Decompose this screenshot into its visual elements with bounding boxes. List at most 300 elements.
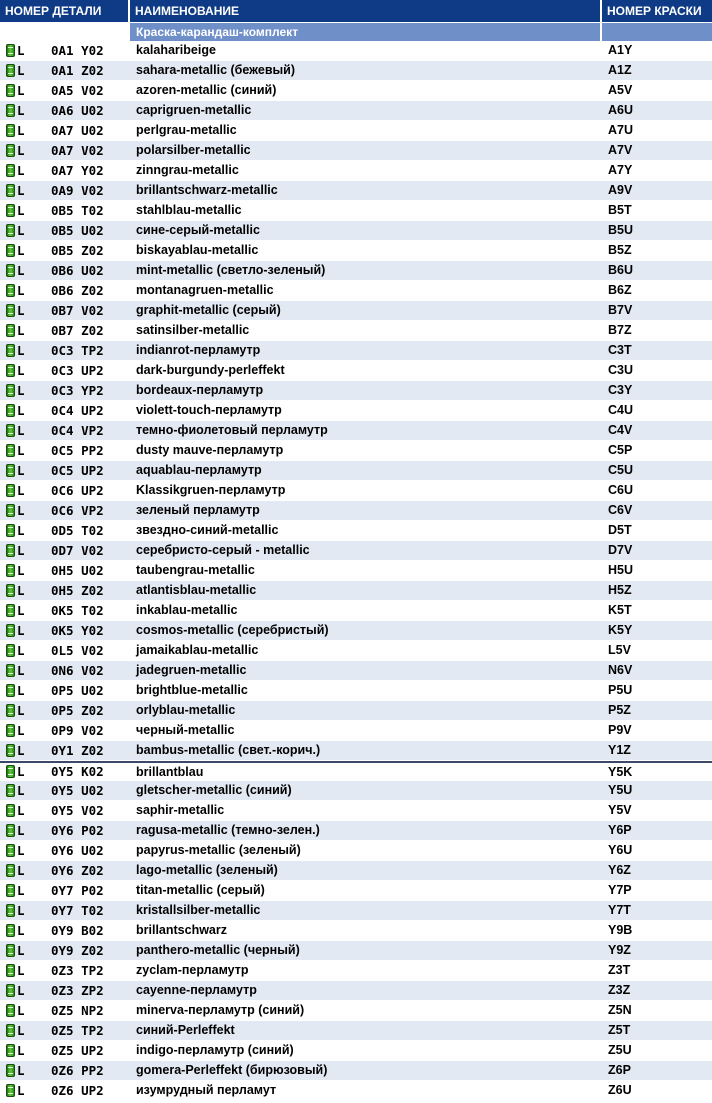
table-row[interactable] bbox=[0, 621, 712, 641]
paint-can-icon[interactable] bbox=[6, 1024, 15, 1037]
paint-can-icon[interactable] bbox=[6, 804, 15, 817]
paint-name: lago-metallic (зеленый) bbox=[136, 863, 278, 877]
paint-can-icon[interactable] bbox=[6, 884, 15, 897]
table-row[interactable] bbox=[0, 181, 712, 201]
part-number-cell bbox=[0, 1041, 128, 1060]
part-number: 0Y6 Z02 bbox=[51, 863, 104, 878]
paint-code: B6U bbox=[608, 263, 634, 277]
part-number: 0Y6 P02 bbox=[51, 823, 104, 838]
paint-code: B5T bbox=[608, 203, 632, 217]
part-number-cell bbox=[0, 81, 128, 100]
table-row[interactable] bbox=[0, 1061, 712, 1081]
part-prefix: L bbox=[17, 43, 25, 58]
part-prefix: L bbox=[17, 103, 25, 118]
part-number: 0Y9 B02 bbox=[51, 923, 104, 938]
part-number-cell bbox=[0, 41, 128, 60]
paint-can-icon[interactable] bbox=[6, 704, 15, 717]
group-spacer bbox=[0, 23, 128, 41]
part-prefix: L bbox=[17, 423, 25, 438]
part-number: 0B5 Z02 bbox=[51, 243, 104, 258]
table-row[interactable] bbox=[0, 201, 712, 221]
paint-can-icon[interactable] bbox=[6, 224, 15, 237]
paint-can-icon[interactable] bbox=[6, 1064, 15, 1077]
part-number: 0H5 U02 bbox=[51, 563, 104, 578]
header-name[interactable]: НАИМЕНОВАНИЕ bbox=[128, 0, 600, 22]
part-number: 0K5 Y02 bbox=[51, 623, 104, 638]
part-number-cell bbox=[0, 821, 128, 840]
part-number-cell bbox=[0, 181, 128, 200]
paint-code: H5U bbox=[608, 563, 634, 577]
table-row[interactable] bbox=[0, 341, 712, 361]
paint-name: bordeaux-перламутр bbox=[136, 383, 264, 397]
paint-name: gomera-Perleffekt (бирюзовый) bbox=[136, 1063, 328, 1077]
paint-can-icon[interactable] bbox=[6, 264, 15, 277]
part-number: 0Y5 V02 bbox=[51, 803, 104, 818]
paint-name: kristallsilber-metallic bbox=[136, 903, 261, 917]
part-number: 0Z3 ZP2 bbox=[51, 983, 104, 998]
part-number-cell bbox=[0, 701, 128, 720]
part-number: 0B6 Z02 bbox=[51, 283, 104, 298]
paint-can-icon[interactable] bbox=[6, 144, 15, 157]
paint-code: D7V bbox=[608, 543, 633, 557]
paint-can-icon[interactable] bbox=[6, 1004, 15, 1017]
group-row bbox=[0, 23, 712, 41]
paint-code: Y9Z bbox=[608, 943, 631, 957]
table-row[interactable] bbox=[0, 801, 712, 821]
part-prefix: L bbox=[17, 1083, 25, 1098]
part-prefix: L bbox=[17, 764, 25, 779]
table-row[interactable] bbox=[0, 221, 712, 241]
part-prefix: L bbox=[17, 843, 25, 858]
paint-name: atlantisblau-metallic bbox=[136, 583, 257, 597]
paint-code: A9V bbox=[608, 183, 633, 197]
paint-name: mint-metallic (светло-зеленый) bbox=[136, 263, 326, 277]
part-number: 0N6 V02 bbox=[51, 663, 104, 678]
paint-can-icon[interactable] bbox=[6, 1084, 15, 1097]
table-row[interactable] bbox=[0, 941, 712, 961]
part-number-cell bbox=[0, 941, 128, 960]
paint-code: Z6P bbox=[608, 1063, 631, 1077]
part-prefix: L bbox=[17, 223, 25, 238]
part-number: 0C5 PP2 bbox=[51, 443, 104, 458]
table-row[interactable] bbox=[0, 641, 712, 661]
paint-can-icon[interactable] bbox=[6, 304, 15, 317]
part-number-cell bbox=[0, 921, 128, 940]
paint-code: P9V bbox=[608, 723, 632, 737]
part-number-cell bbox=[0, 121, 128, 140]
table-row[interactable] bbox=[0, 501, 712, 521]
part-number-cell bbox=[0, 141, 128, 160]
paint-name: caprigruen-metallic bbox=[136, 103, 252, 117]
paint-can-icon[interactable] bbox=[6, 784, 15, 797]
paint-name: perlgrau-metallic bbox=[136, 123, 237, 137]
paint-can-icon[interactable] bbox=[6, 364, 15, 377]
paint-code: A7V bbox=[608, 143, 633, 157]
paint-name: brightblue-metallic bbox=[136, 683, 248, 697]
paint-name: изумрудный перламут bbox=[136, 1083, 277, 1097]
part-number: 0Y9 Z02 bbox=[51, 943, 104, 958]
part-prefix: L bbox=[17, 983, 25, 998]
table-row[interactable] bbox=[0, 401, 712, 421]
paint-code: K5Y bbox=[608, 623, 633, 637]
part-number-cell bbox=[0, 581, 128, 600]
part-number: 0C3 TP2 bbox=[51, 343, 104, 358]
paint-can-icon[interactable] bbox=[6, 944, 15, 957]
paint-can-icon[interactable] bbox=[6, 44, 15, 57]
paint-can-icon[interactable] bbox=[6, 384, 15, 397]
part-number: 0P5 U02 bbox=[51, 683, 104, 698]
part-number: 0A7 V02 bbox=[51, 143, 104, 158]
paint-can-icon[interactable] bbox=[6, 344, 15, 357]
table-row[interactable] bbox=[0, 601, 712, 621]
paint-can-icon[interactable] bbox=[6, 504, 15, 517]
table-row[interactable] bbox=[0, 161, 712, 181]
paint-can-icon[interactable] bbox=[6, 124, 15, 137]
paint-name: minerva-перламутр (синий) bbox=[136, 1003, 305, 1017]
paint-can-icon[interactable] bbox=[6, 104, 15, 117]
part-number-cell bbox=[0, 281, 128, 300]
paint-name: zinngrau-metallic bbox=[136, 163, 239, 177]
paint-code: A6U bbox=[608, 103, 634, 117]
paint-code: A1Z bbox=[608, 63, 632, 77]
part-prefix: L bbox=[17, 83, 25, 98]
table-row[interactable] bbox=[0, 781, 712, 801]
part-number: 0C5 UP2 bbox=[51, 463, 104, 478]
part-prefix: L bbox=[17, 63, 25, 78]
table-row[interactable] bbox=[0, 821, 712, 841]
paint-name: polarsilber-metallic bbox=[136, 143, 251, 157]
table-row[interactable] bbox=[0, 981, 712, 1001]
part-prefix: L bbox=[17, 643, 25, 658]
paint-code: C5P bbox=[608, 443, 633, 457]
table-row[interactable] bbox=[0, 521, 712, 541]
paint-can-icon[interactable] bbox=[6, 404, 15, 417]
paint-code: C3T bbox=[608, 343, 632, 357]
paint-can-icon[interactable] bbox=[6, 1044, 15, 1057]
paint-code: Y9B bbox=[608, 923, 633, 937]
table-row[interactable] bbox=[0, 721, 712, 741]
table-row[interactable] bbox=[0, 301, 712, 321]
part-number: 0C6 VP2 bbox=[51, 503, 104, 518]
part-prefix: L bbox=[17, 723, 25, 738]
table-row[interactable] bbox=[0, 761, 712, 781]
part-prefix: L bbox=[17, 143, 25, 158]
paint-name: sahara-metallic (бежевый) bbox=[136, 63, 296, 77]
part-prefix: L bbox=[17, 523, 25, 538]
part-number: 0B7 V02 bbox=[51, 303, 104, 318]
part-number: 0Y6 U02 bbox=[51, 843, 104, 858]
group-title: Краска-карандаш-комплект bbox=[128, 23, 600, 41]
part-prefix: L bbox=[17, 183, 25, 198]
part-number: 0B6 U02 bbox=[51, 263, 104, 278]
paint-can-icon[interactable] bbox=[6, 484, 15, 497]
table-row[interactable] bbox=[0, 1001, 712, 1021]
part-prefix: L bbox=[17, 303, 25, 318]
paint-name: zyclam-перламутр bbox=[136, 963, 249, 977]
paint-can-icon[interactable] bbox=[6, 544, 15, 557]
part-prefix: L bbox=[17, 803, 25, 818]
part-number-cell bbox=[0, 763, 128, 780]
paint-can-icon[interactable] bbox=[6, 864, 15, 877]
table-row[interactable] bbox=[0, 1081, 712, 1101]
table-row[interactable] bbox=[0, 541, 712, 561]
part-prefix: L bbox=[17, 663, 25, 678]
paint-can-icon[interactable] bbox=[6, 524, 15, 537]
paint-can-icon[interactable] bbox=[6, 584, 15, 597]
part-prefix: L bbox=[17, 323, 25, 338]
part-number-cell bbox=[0, 681, 128, 700]
part-number: 0B5 U02 bbox=[51, 223, 104, 238]
part-prefix: L bbox=[17, 1043, 25, 1058]
paint-can-icon[interactable] bbox=[6, 424, 15, 437]
part-prefix: L bbox=[17, 683, 25, 698]
part-number-cell bbox=[0, 361, 128, 380]
paint-name: stahlblau-metallic bbox=[136, 203, 242, 217]
part-number-cell bbox=[0, 61, 128, 80]
paint-code: A1Y bbox=[608, 43, 633, 57]
part-number: 0C3 YP2 bbox=[51, 383, 104, 398]
paint-can-icon[interactable] bbox=[6, 904, 15, 917]
paint-code: Z3Z bbox=[608, 983, 631, 997]
paint-can-icon[interactable] bbox=[6, 824, 15, 837]
paint-can-icon[interactable] bbox=[6, 84, 15, 97]
part-number: 0A5 V02 bbox=[51, 83, 104, 98]
paint-name: aquablau-перламутр bbox=[136, 463, 262, 477]
paint-name: satinsilber-metallic bbox=[136, 323, 250, 337]
paint-can-icon[interactable] bbox=[6, 664, 15, 677]
part-prefix: L bbox=[17, 823, 25, 838]
table-row[interactable] bbox=[0, 41, 712, 61]
part-prefix: L bbox=[17, 543, 25, 558]
part-number: 0A7 U02 bbox=[51, 123, 104, 138]
paint-code: C6V bbox=[608, 503, 633, 517]
part-number-cell bbox=[0, 741, 128, 760]
paint-name: серебристо-серый - metallic bbox=[136, 543, 310, 557]
table-row[interactable] bbox=[0, 81, 712, 101]
paint-code: Z5U bbox=[608, 1043, 632, 1057]
table-row[interactable] bbox=[0, 61, 712, 81]
paint-name: dark-burgundy-perleffekt bbox=[136, 363, 285, 377]
paint-code: C5U bbox=[608, 463, 634, 477]
paint-can-icon[interactable] bbox=[6, 284, 15, 297]
part-prefix: L bbox=[17, 283, 25, 298]
table-row[interactable] bbox=[0, 581, 712, 601]
paint-name: bambus-metallic (свет.-корич.) bbox=[136, 743, 321, 757]
part-number-cell bbox=[0, 621, 128, 640]
paint-can-icon[interactable] bbox=[6, 744, 15, 757]
part-number-cell bbox=[0, 501, 128, 520]
paint-can-icon[interactable] bbox=[6, 464, 15, 477]
table-body bbox=[0, 41, 712, 1101]
part-number-cell bbox=[0, 441, 128, 460]
table-row[interactable] bbox=[0, 881, 712, 901]
part-number-cell bbox=[0, 601, 128, 620]
paint-code: A7U bbox=[608, 123, 634, 137]
table-row[interactable] bbox=[0, 701, 712, 721]
paint-code: H5Z bbox=[608, 583, 632, 597]
paint-name: сине-серый-metallic bbox=[136, 223, 260, 237]
paint-name: azoren-metallic (синий) bbox=[136, 83, 277, 97]
paint-can-icon[interactable] bbox=[6, 984, 15, 997]
part-prefix: L bbox=[17, 563, 25, 578]
part-number: 0L5 V02 bbox=[51, 643, 104, 658]
paint-code: Y6Z bbox=[608, 863, 631, 877]
table-row[interactable] bbox=[0, 421, 712, 441]
part-number-cell bbox=[0, 241, 128, 260]
table-row[interactable] bbox=[0, 101, 712, 121]
paint-code: C4V bbox=[608, 423, 633, 437]
part-number-cell bbox=[0, 421, 128, 440]
paint-name: cayenne-перламутр bbox=[136, 983, 257, 997]
group-end bbox=[600, 23, 712, 41]
paint-can-icon[interactable] bbox=[6, 624, 15, 637]
paint-can-icon[interactable] bbox=[6, 964, 15, 977]
paint-can-icon[interactable] bbox=[6, 64, 15, 77]
table-row[interactable] bbox=[0, 1021, 712, 1041]
paint-can-icon[interactable] bbox=[6, 644, 15, 657]
paint-can-icon[interactable] bbox=[6, 724, 15, 737]
paint-can-icon[interactable] bbox=[6, 324, 15, 337]
paint-name: titan-metallic (серый) bbox=[136, 883, 265, 897]
part-number: 0Z5 UP2 bbox=[51, 1043, 104, 1058]
paint-name: graphit-metallic (серый) bbox=[136, 303, 281, 317]
part-prefix: L bbox=[17, 443, 25, 458]
part-prefix: L bbox=[17, 483, 25, 498]
table-row[interactable] bbox=[0, 281, 712, 301]
paint-can-icon[interactable] bbox=[6, 564, 15, 577]
paint-code: K5T bbox=[608, 603, 632, 617]
paint-code: A5V bbox=[608, 83, 633, 97]
part-prefix: L bbox=[17, 783, 25, 798]
header-part-number[interactable]: НОМЕР ДЕТАЛИ bbox=[5, 4, 102, 18]
paint-can-icon[interactable] bbox=[6, 765, 15, 778]
paint-can-icon[interactable] bbox=[6, 164, 15, 177]
part-prefix: L bbox=[17, 583, 25, 598]
paint-code: B7Z bbox=[608, 323, 632, 337]
part-number-cell bbox=[0, 101, 128, 120]
paint-name: jamaikablau-metallic bbox=[136, 643, 259, 657]
table-row[interactable] bbox=[0, 241, 712, 261]
table-row[interactable] bbox=[0, 261, 712, 281]
paint-can-icon[interactable] bbox=[6, 924, 15, 937]
table-row[interactable] bbox=[0, 741, 712, 761]
part-number: 0C4 UP2 bbox=[51, 403, 104, 418]
part-number: 0H5 Z02 bbox=[51, 583, 104, 598]
part-number: 0B7 Z02 bbox=[51, 323, 104, 338]
table-row[interactable] bbox=[0, 561, 712, 581]
paint-name: indianrot-перламутр bbox=[136, 343, 261, 357]
paint-can-icon[interactable] bbox=[6, 444, 15, 457]
table-row[interactable] bbox=[0, 861, 712, 881]
part-number-cell bbox=[0, 781, 128, 800]
paint-can-icon[interactable] bbox=[6, 204, 15, 217]
table-row[interactable] bbox=[0, 361, 712, 381]
paint-name: brillantschwarz-metallic bbox=[136, 183, 278, 197]
paint-code: C3Y bbox=[608, 383, 633, 397]
part-number: 0Z3 TP2 bbox=[51, 963, 104, 978]
part-number-cell bbox=[0, 381, 128, 400]
paint-name: saphir-metallic bbox=[136, 803, 225, 817]
table-row[interactable] bbox=[0, 901, 712, 921]
part-number: 0A6 U02 bbox=[51, 103, 104, 118]
part-prefix: L bbox=[17, 383, 25, 398]
part-prefix: L bbox=[17, 343, 25, 358]
paint-code: B7V bbox=[608, 303, 633, 317]
paint-code: Y5V bbox=[608, 803, 632, 817]
table-row[interactable] bbox=[0, 921, 712, 941]
part-number: 0Z6 PP2 bbox=[51, 1063, 104, 1078]
part-prefix: L bbox=[17, 123, 25, 138]
paint-code: Z6U bbox=[608, 1083, 632, 1097]
part-number-cell bbox=[0, 961, 128, 980]
table-row[interactable] bbox=[0, 1041, 712, 1061]
paint-can-icon[interactable] bbox=[6, 244, 15, 257]
paint-can-icon[interactable] bbox=[6, 684, 15, 697]
paint-code: Y5K bbox=[608, 765, 633, 779]
paint-name: dusty mauve-перламутр bbox=[136, 443, 284, 457]
part-prefix: L bbox=[17, 963, 25, 978]
part-number: 0Y5 U02 bbox=[51, 783, 104, 798]
paint-name: biskayablau-metallic bbox=[136, 243, 259, 257]
part-prefix: L bbox=[17, 243, 25, 258]
paint-code: N6V bbox=[608, 663, 633, 677]
table-row[interactable] bbox=[0, 321, 712, 341]
paint-code: D5T bbox=[608, 523, 632, 537]
paint-code: C4U bbox=[608, 403, 634, 417]
paint-name: brillantblau bbox=[136, 765, 204, 779]
paint-name: brillantschwarz bbox=[136, 923, 227, 937]
table-row[interactable] bbox=[0, 681, 712, 701]
part-number: 0C4 VP2 bbox=[51, 423, 104, 438]
table-row[interactable] bbox=[0, 381, 712, 401]
part-number-cell bbox=[0, 161, 128, 180]
paint-code: A7Y bbox=[608, 163, 633, 177]
part-number: 0A1 Z02 bbox=[51, 63, 104, 78]
table-row[interactable] bbox=[0, 461, 712, 481]
part-number-cell bbox=[0, 721, 128, 740]
paint-name: indigo-перламутр (синий) bbox=[136, 1043, 294, 1057]
table-row[interactable] bbox=[0, 141, 712, 161]
paint-code: Y6P bbox=[608, 823, 632, 837]
part-prefix: L bbox=[17, 1023, 25, 1038]
table-row[interactable] bbox=[0, 961, 712, 981]
table-header bbox=[0, 0, 712, 23]
header-paint-number[interactable]: НОМЕР КРАСКИ bbox=[600, 0, 712, 22]
part-prefix: L bbox=[17, 863, 25, 878]
part-number-cell bbox=[0, 861, 128, 880]
part-prefix: L bbox=[17, 603, 25, 618]
table-row[interactable] bbox=[0, 661, 712, 681]
part-number: 0P9 V02 bbox=[51, 723, 104, 738]
paint-code: B5U bbox=[608, 223, 634, 237]
paint-can-icon[interactable] bbox=[6, 184, 15, 197]
paint-can-icon[interactable] bbox=[6, 844, 15, 857]
part-number-cell bbox=[0, 1001, 128, 1020]
table-row[interactable] bbox=[0, 481, 712, 501]
part-prefix: L bbox=[17, 1063, 25, 1078]
part-number-cell bbox=[0, 661, 128, 680]
paint-code: P5Z bbox=[608, 703, 631, 717]
table-row[interactable] bbox=[0, 841, 712, 861]
table-row[interactable] bbox=[0, 441, 712, 461]
paint-code: Y5U bbox=[608, 783, 633, 797]
part-prefix: L bbox=[17, 163, 25, 178]
part-number: 0A1 Y02 bbox=[51, 43, 104, 58]
table-row[interactable] bbox=[0, 121, 712, 141]
part-number: 0D5 T02 bbox=[51, 523, 104, 538]
part-number: 0Y1 Z02 bbox=[51, 743, 104, 758]
paint-can-icon[interactable] bbox=[6, 604, 15, 617]
